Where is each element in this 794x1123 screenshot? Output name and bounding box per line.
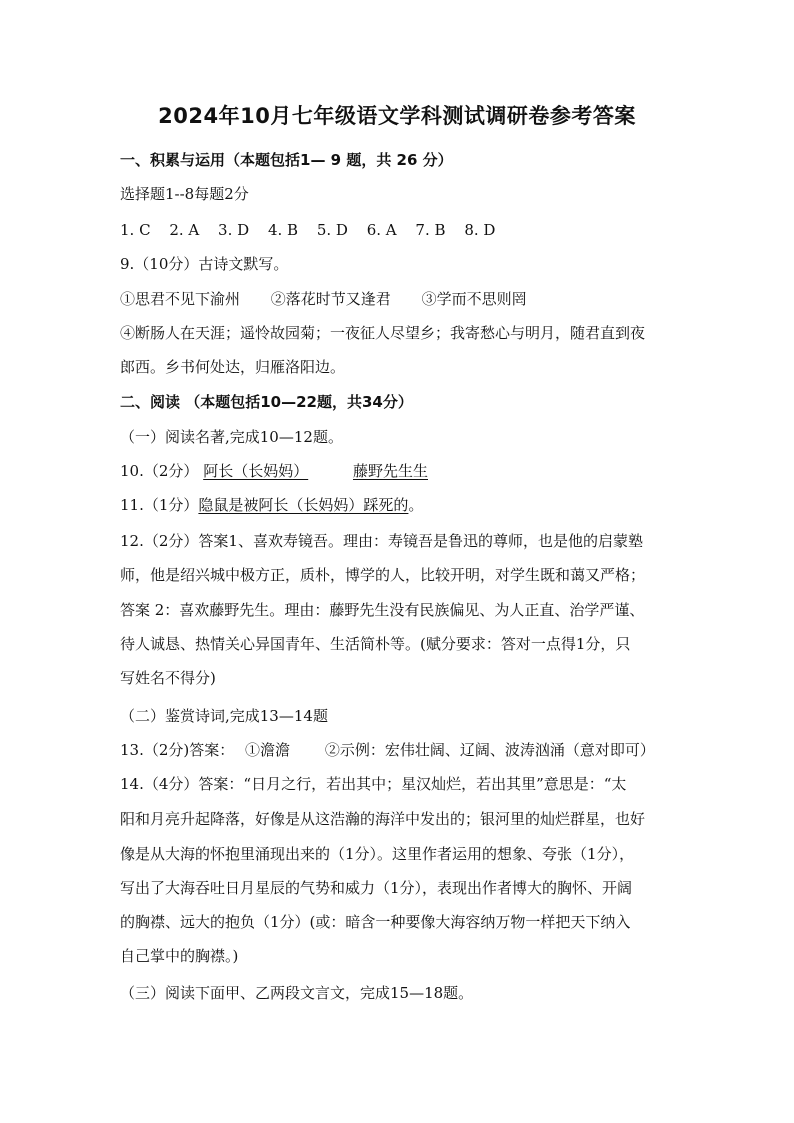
q11-answer [120,495,690,515]
answer-7: 7. B [415,221,446,239]
q13-prefix: 13.（2分)答案： [120,741,235,759]
q14-line: 像是从大海的怀抱里涌现出来的（1分）。这里作者运用的想象、夸张（1分）， [120,845,635,863]
answer-2: 2. A [169,221,200,239]
q12-line: 12.（2分）答案1、喜欢寿镜吾。理由：寿镜吾是鲁迅的尊师，也是他的启蒙塾 [120,532,643,550]
part1-heading: （一）阅读名著,完成10—12题。 [120,428,343,446]
q13-answer-b: ②示例：宏伟壮阔、辽阔、波涛汹涌（意对即可） [324,741,655,759]
section1-heading: 一、积累与运用（本题包括1— 9 题，共 26 分） [120,151,453,169]
answer-3: 3. D [218,221,250,239]
q13-answer-a: ①澹澹 [245,741,291,759]
q10-answer-a: 阿长（长妈妈） [203,462,309,480]
q11-answer-text: 隐鼠是被阿长（长妈妈）踩死的 [198,496,409,514]
q10-answer [120,461,690,481]
answer-8: 8. D [464,221,496,239]
q10-answer-b: 藤野先生生 [352,462,428,480]
part3-heading: （三）阅读下面甲、乙两段文言文，完成15—18题。 [120,984,474,1002]
q14-line: 14.（4分）答案：“日月之行，若出其中；星汉灿烂，若出其里”意思是：“太 [120,775,627,793]
part2-heading: （二）鉴赏诗词,完成13—14题 [120,707,328,725]
choice-note: 选择题1--8每题2分 [120,185,249,203]
answer-4: 4. B [267,221,299,239]
q11-end: 。 [408,496,424,514]
answer-6: 6. A [366,221,397,239]
answer-5: 5. D [316,221,348,239]
q9-line-3: 郎西。乡书何处达，归雁洛阳边。 [120,358,346,376]
q9-line-2: ④断肠人在天涯；遥怜故园菊；一夜征人尽望乡；我寄愁心与明月，随君直到夜 [120,324,646,342]
q12-line: 写姓名不得分) [120,669,216,687]
q9-item-2: ②落花时节又逢君 [270,290,391,308]
choice-answers [120,220,690,240]
q12-line: 答案 2：喜欢藤野先生。理由：藤野先生没有民族偏见、为人正直、治学严谨、 [120,601,645,619]
q10-prefix: 10.（2分） [120,462,199,480]
section2-heading: 二、阅读 （本题包括10—22题，共34分） [120,393,413,411]
q12-line: 待人诚恳、热情关心异国青年、生活简朴等。(赋分要求：答对一点得1分，只 [120,635,631,653]
q14-line: 阳和月亮升起降落，好像是从这浩瀚的海洋中发出的；银河里的灿烂群星，也好 [120,810,646,828]
q11-prefix: 11.（1分） [120,496,199,514]
q9-heading: 9.（10分）古诗文默写。 [120,255,289,273]
q9-item-1: ①思君不见下渝州 [120,290,241,308]
q14-line: 的胸襟、远大的抱负（1分）(或：暗含一种要像大海容纳万物一样把天下纳入 [120,913,631,931]
q9-items [120,289,690,309]
answer-1: 1. C [120,221,151,239]
q14-line: 自己掌中的胸襟。) [120,947,239,965]
q9-item-3: ③学而不思则罔 [421,290,527,308]
q12-line: 师，他是绍兴城中极方正，质朴，博学的人，比较开明，对学生既和蔼又严格； [120,566,646,584]
q13-answer [120,740,690,760]
page-title: 2024年10月七年级语文学科测试调研卷参考答案 [158,104,636,128]
q14-line: 写出了大海吞吐日月星辰的气势和威力（1分），表现出作者博大的胸怀、开阔 [120,879,633,897]
